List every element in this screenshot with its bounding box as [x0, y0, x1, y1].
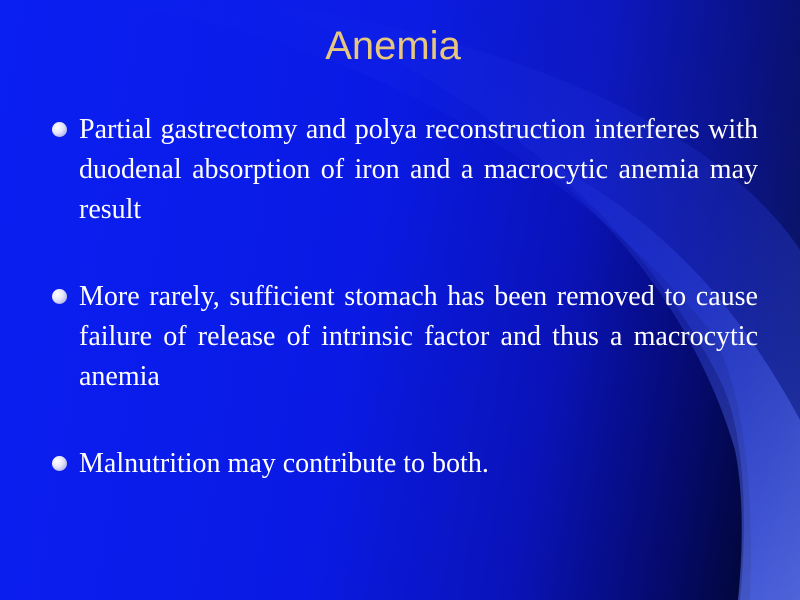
- bullet-dot-icon: [52, 456, 67, 471]
- bullet-dot-icon: [52, 122, 67, 137]
- slide-title: Anemia: [325, 24, 461, 68]
- bullet-text: Partial gastrectomy and polya reconstruction interferes with duodenal absorption of iron and a macrocytic anemia may result: [79, 114, 758, 225]
- bullet-item: [50, 444, 758, 484]
- bullet-text: Malnutrition may contribute to both.: [79, 448, 489, 479]
- bullet-text: More rarely, sufficient stomach has been removed to cause failure of release of intrinsic factor and thus a macrocytic anemia: [79, 281, 758, 392]
- bullet-list: [50, 110, 758, 484]
- bullet-dot-icon: [52, 289, 67, 304]
- bullet-item: [50, 277, 758, 397]
- bullet-item: [50, 110, 758, 230]
